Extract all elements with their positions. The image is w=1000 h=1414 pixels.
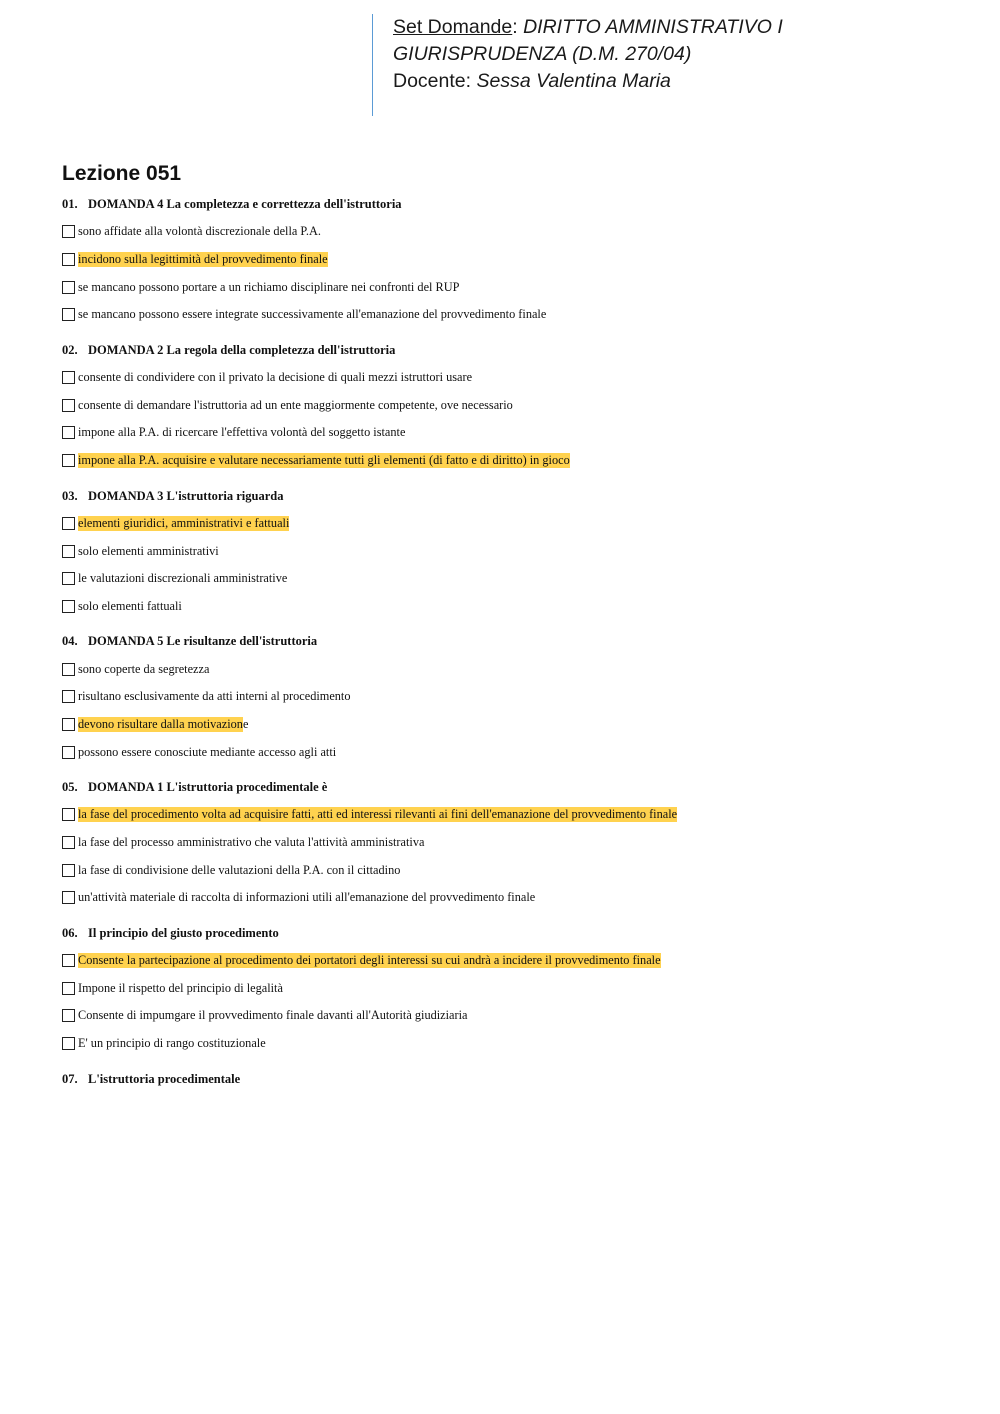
question-number: 05. [62, 780, 78, 794]
question-block [62, 924, 962, 1058]
question-title [62, 1070, 962, 1089]
question-block [62, 778, 962, 912]
answer-text: solo elementi fattuali [78, 598, 182, 613]
answer-text-tail: e [242, 716, 249, 731]
checkbox[interactable] [62, 399, 75, 412]
answer-option [62, 510, 962, 538]
answer-text-highlighted: impone alla P.A. acquisire e valutare necessariamente tutti gli elementi (di fatto e di diritto) in gioco [78, 453, 570, 468]
checkbox[interactable] [62, 572, 75, 585]
lesson-title: Lezione 051 [62, 162, 182, 185]
answer-text: sono coperte da segretezza [78, 661, 210, 676]
checkbox[interactable] [62, 718, 75, 731]
answer-text: le valutazioni discrezionali amministrative [78, 571, 288, 586]
answer-text-highlighted: devono risultare dalla motivazion [78, 716, 243, 731]
answer-text: sono affidate alla volontà discrezionale della P.A. [78, 224, 321, 239]
answer-text-highlighted: elementi giuridici, amministrativi e fattuali [78, 515, 290, 530]
answer-text: la fase di condivisione delle valutazioni della P.A. con il cittadino [78, 862, 401, 877]
answer-text: solo elementi amministrativi [78, 543, 219, 558]
checkbox[interactable] [62, 746, 75, 759]
answer-option [62, 273, 962, 301]
answer-text: consente di demandare l'istruttoria ad un ente maggiormente competente, ove necessario [78, 397, 513, 412]
question-title [62, 195, 962, 214]
answer-option [62, 537, 962, 565]
answer-option [62, 884, 962, 912]
question-number: 01. [62, 197, 78, 211]
answer-option [62, 801, 962, 829]
checkbox[interactable] [62, 517, 75, 530]
answer-option [62, 683, 962, 711]
checkbox[interactable] [62, 426, 75, 439]
question-text: DOMANDA 1 L'istruttoria procedimentale è [88, 780, 328, 794]
answer-text: Consente di impumgare il provvedimento finale davanti all'Autorità giudiziaria [78, 1008, 468, 1023]
answer-text: possono essere conosciute mediante accesso agli atti [78, 744, 337, 759]
course-name-part2: GIURISPRUDENZA (D.M. 270/04) [393, 43, 692, 65]
checkbox[interactable] [62, 808, 75, 821]
answer-text: impone alla P.A. di ricercare l'effettiva volontà del soggetto istante [78, 425, 406, 440]
answer-option [62, 738, 962, 766]
question-title [62, 632, 962, 651]
answer-option [62, 391, 962, 419]
question-number: 06. [62, 925, 78, 940]
question-block [62, 632, 962, 766]
question-number: 03. [62, 488, 78, 503]
teacher-name: Sessa Valentina Maria [476, 70, 671, 92]
checkbox[interactable] [62, 1037, 75, 1050]
set-colon: : [512, 16, 518, 38]
checkbox[interactable] [62, 982, 75, 995]
answer-text: un'attività materiale di raccolta di informazioni utili all'emanazione del provvedimento finale [78, 890, 536, 905]
answer-option [62, 565, 962, 593]
answer-option [62, 974, 962, 1002]
checkbox[interactable] [62, 663, 75, 676]
answer-option [62, 1002, 962, 1030]
checkbox[interactable] [62, 281, 75, 294]
teacher-label: Docente: [393, 70, 472, 92]
question-text: DOMANDA 3 L'istruttoria riguarda [88, 488, 284, 503]
checkbox[interactable] [62, 836, 75, 849]
question-text: DOMANDA 2 La regola della completezza dell'istruttoria [88, 342, 396, 357]
header-teacher-line [393, 68, 953, 95]
answer-option [62, 301, 962, 329]
checkbox[interactable] [62, 1009, 75, 1022]
question-number: 04. [62, 634, 78, 649]
checkbox[interactable] [62, 690, 75, 703]
answer-text: risultano esclusivamente da atti interni al procedimento [78, 689, 351, 704]
document-header [372, 14, 953, 116]
answer-option [62, 1030, 962, 1058]
checkbox[interactable] [62, 371, 75, 384]
set-label: Set Domande [393, 16, 513, 38]
answer-option [62, 447, 962, 475]
question-title [62, 778, 962, 797]
checkbox[interactable] [62, 864, 75, 877]
answer-text-highlighted: Consente la partecipazione al procedimento dei portatori degli interessi su cui andrà a incidere il provvedimento finale [78, 953, 661, 968]
answer-option [62, 947, 962, 975]
answer-text: E' un principio di rango costituzionale [78, 1036, 266, 1051]
answer-text: consente di condividere con il privato la decisione di quali mezzi istruttori usare [78, 370, 473, 385]
checkbox[interactable] [62, 454, 75, 467]
answer-text: Impone il rispetto del principio di legalità [78, 980, 283, 995]
checkbox[interactable] [62, 891, 75, 904]
question-title [62, 924, 962, 943]
checkbox[interactable] [62, 308, 75, 321]
answer-option [62, 856, 962, 884]
checkbox[interactable] [62, 545, 75, 558]
answer-option [62, 829, 962, 857]
checkbox[interactable] [62, 225, 75, 238]
question-text: DOMANDA 5 Le risultanze dell'istruttoria [88, 634, 318, 649]
course-name-part1: DIRITTO AMMINISTRATIVO I [523, 16, 783, 38]
question-block [62, 487, 962, 621]
header-course-line-2 [393, 41, 953, 68]
checkbox[interactable] [62, 253, 75, 266]
question-number: 02. [62, 342, 78, 357]
question-title [62, 341, 962, 360]
checkbox[interactable] [62, 600, 75, 613]
answer-text-highlighted: la fase del procedimento volta ad acquisire fatti, atti ed interessi rilevanti ai fini dell'emanazione del provvedimento finale [78, 807, 678, 822]
answer-text: se mancano possono portare a un richiamo disciplinare nei confronti del RUP [78, 279, 460, 294]
answer-option [62, 655, 962, 683]
answer-option [62, 711, 962, 739]
answer-option [62, 593, 962, 621]
question-block [62, 341, 962, 475]
answer-option [62, 364, 962, 392]
question-block [62, 1070, 962, 1089]
question-text: Il principio del giusto procedimento [88, 925, 279, 940]
question-text: DOMANDA 4 La completezza e correttezza dell'istruttoria [88, 197, 402, 211]
checkbox[interactable] [62, 954, 75, 967]
answer-text: se mancano possono essere integrate successivamente all'emanazione del provvedimento finale [78, 307, 547, 322]
answer-text: la fase del processo amministrativo che valuta l'attività amministrativa [78, 835, 425, 850]
answer-option [62, 218, 962, 246]
question-number: 07. [62, 1071, 78, 1086]
question-list [62, 195, 962, 1101]
header-course-line [393, 14, 953, 41]
answer-option [62, 246, 962, 274]
question-text: L'istruttoria procedimentale [88, 1071, 241, 1086]
question-block [62, 195, 962, 329]
answer-text-highlighted: incidono sulla legittimità del provvedimento finale [78, 252, 328, 267]
answer-option [62, 419, 962, 447]
question-title [62, 487, 962, 506]
